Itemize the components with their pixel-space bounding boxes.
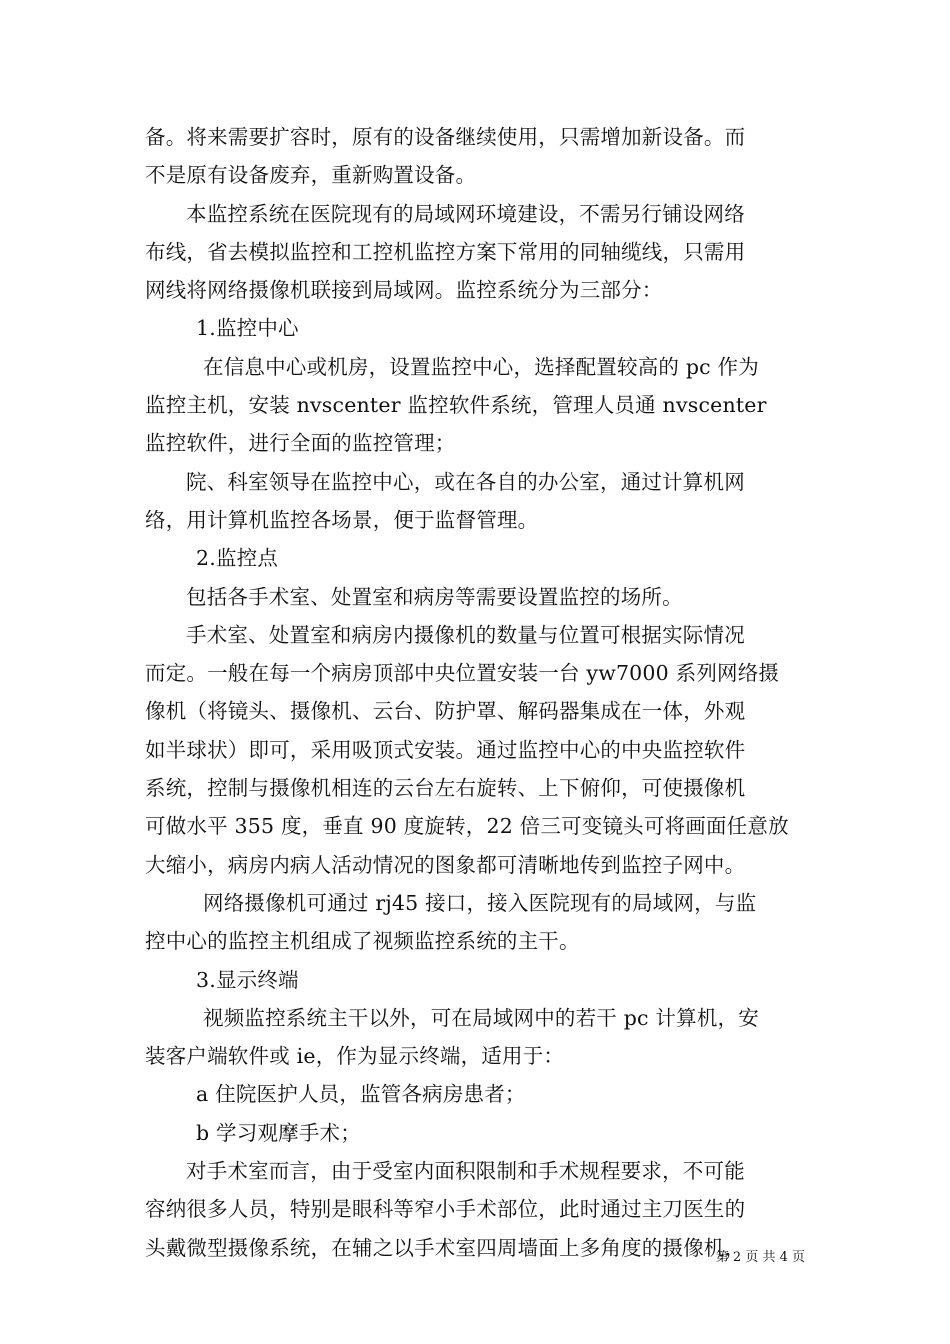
text-line: 布线，省去模拟监控和工控机监控方案下常用的同轴缆线，只需用	[145, 239, 746, 264]
text-line: 手术室、处置室和病房内摄像机的数量与位置可根据实际情况	[186, 622, 745, 647]
text-line: 网线将网络摄像机联接到局域网。监控系统分为三部分：	[145, 278, 663, 303]
text-line: 而定。一般在每一个病房顶部中央位置安装一台 yw7000 系列网络摄	[145, 661, 780, 686]
text-line: 包括各手术室、处置室和病房等需要设置监控的场所。	[186, 584, 683, 609]
text-line: 像机（将镜头、摄像机、云台、防护罩、解码器集成在一体，外观	[145, 699, 746, 724]
text-line: 装客户端软件或 ie，作为显示终端，适用于：	[145, 1044, 565, 1069]
text-line: 不是原有设备废弃，重新购置设备。	[145, 163, 477, 188]
text-line: 备。将来需要扩容时，原有的设备继续使用，只需增加新设备。而	[145, 125, 746, 149]
text-line: a 住院医护人员，监管各病房患者；	[196, 1082, 526, 1107]
text-line: 可做水平 355 度，垂直 90 度旋转，22 倍三可变镜头可将画面任意放	[145, 814, 789, 839]
text-line: 本监控系统在医院现有的局域网环境建设，不需另行铺设网络	[186, 201, 745, 226]
text-line: 院、科室领导在监控中心，或在各自的办公室，通过计算机网	[186, 469, 745, 494]
text-line: 容纳很多人员，特别是眼科等窄小手术部位，此时通过主刀医生的	[145, 1197, 746, 1222]
text-line: 对手术室而言，由于受室内面积限制和手术规程要求，不可能	[186, 1159, 745, 1184]
text-line: 头戴微型摄像系统，在辅之以手术室四周墙面上多角度的摄像机，	[145, 1235, 746, 1260]
text-line: 网络摄像机可通过 rj45 接口，接入医院现有的局域网，与监	[203, 890, 757, 915]
text-line: 大缩小，病房内病人活动情况的图象都可清晰地传到监控子网中。	[145, 852, 746, 877]
text-line: 控中心的监控主机组成了视频监控系统的主干。	[145, 929, 580, 954]
text-line: 如半球状）即可，采用吸顶式安装。通过监控中心的中央监控软件	[145, 737, 746, 762]
text-line: 监控主机，安装 nvscenter 监控软件系统，管理人员通 nvscenter	[145, 393, 767, 418]
text-line: 视频监控系统主干以外，可在局域网中的若干 pc 计算机，安	[203, 1005, 759, 1030]
text-line: 络，用计算机监控各场景，便于监督管理。	[145, 507, 539, 532]
document-body	[145, 118, 807, 1267]
text-line: 2.监控点	[196, 546, 279, 571]
text-line: 1.监控中心	[196, 316, 299, 341]
text-line: 3.显示终端	[196, 967, 299, 992]
text-line: 在信息中心或机房，设置监控中心，选择配置较高的 pc 作为	[203, 354, 759, 379]
text-line: 系统，控制与摄像机相连的云台左右旋转、上下俯仰，可使摄像机	[145, 776, 746, 801]
text-line: b 学习观摩手术；	[196, 1120, 361, 1145]
page-footer: 第 2 页 共 4 页	[715, 1250, 805, 1265]
text-line: 监控软件，进行全面的监控管理；	[145, 431, 456, 456]
